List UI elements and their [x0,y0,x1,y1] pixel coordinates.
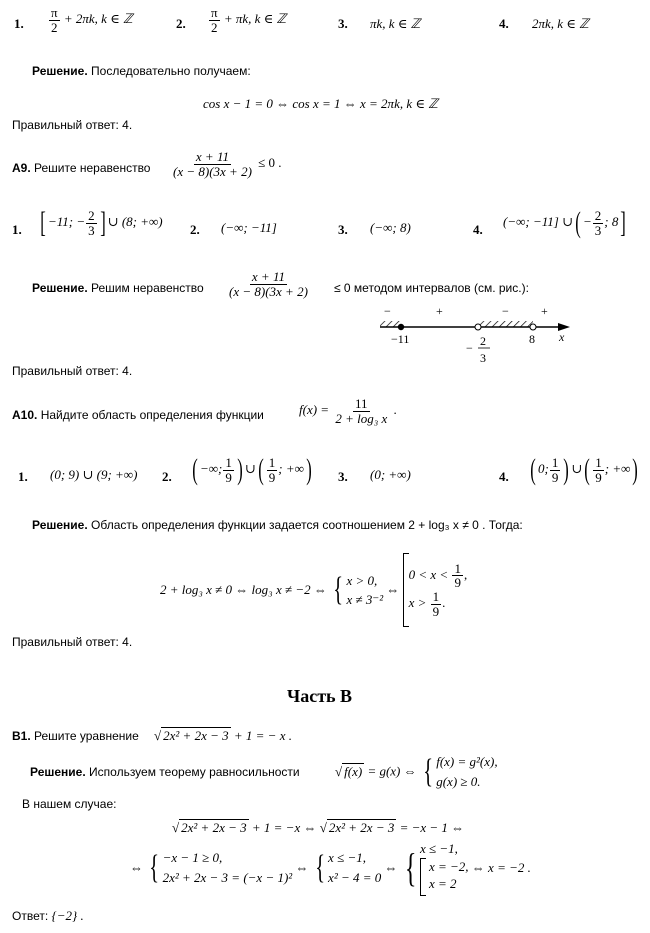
a8-answer: Правильный ответ: 4. [12,118,133,132]
a9-answer: Правильный ответ: 4. [12,364,133,378]
a10-prompt: А10. Найдите область определения функции [12,408,264,422]
axis-var-x: x [559,330,565,344]
a8-option-4-number: 4. [499,16,509,31]
a9-prompt: А9. Решите неравенство [12,161,151,175]
a9-interval-diagram [370,300,580,372]
a9-solution-inequality: $\frac{x + 11}{(x - 8)(3x + 2)}$ [229,269,308,299]
part-b-title: Часть В [287,686,353,706]
b1-prompt: В1. Решите уравнение [12,729,139,743]
a8-solution-formula: cos x − 1 = 0 ⇔ cos x = 1 ⇔ x = 2πk, k ∈ ℤ [203,96,438,111]
a9-option-2: (−∞; −11] [221,220,277,235]
label-8: 8 [529,332,535,346]
a8-option-2: $\frac{\pi}{2}$ + πk, k ∈ ℤ [211,5,287,35]
sign-4: + [541,304,548,318]
a9-option-3-number: 3. [338,222,348,237]
a10-option-1: (0; 9) ∪ (9; +∞) [50,467,138,482]
a9-option-2-number: 2. [190,222,200,237]
a10-option-3-number: 3. [338,469,348,484]
a8-solution-intro: Решение. Последовательно получаем: [32,64,251,78]
a8-option-4: 2πk, k ∈ ℤ [532,16,589,31]
a9-option-3: (−∞; 8) [370,220,411,235]
a10-answer: Правильный ответ: 4. [12,635,133,649]
a9-solution-intro: Решение. Решим неравенство [32,281,204,295]
b1-case-text: В нашем случае: [22,797,117,811]
a10-option-3: (0; +∞) [370,467,411,482]
a10-option-1-number: 1. [18,469,28,484]
a9-solution-method: ≤ 0 методом интервалов (см. рис.): [334,281,529,295]
a8-option-1: $\frac{\pi}{2}$ + 2πk, k ∈ ℤ [51,5,133,35]
sign-2: + [436,304,443,318]
point-minus-11 [398,324,404,330]
label-minus-11: −11 [391,332,410,346]
label-frac-num: 2 [480,334,486,348]
label-frac-den: 3 [480,351,486,365]
b1-answer: Ответ: {−2} . [12,908,84,923]
b1-theorem: √ f(x) = g(x) ⇔ { f(x) = g²(x), g(x) ≥ 0. [335,752,498,790]
sign-1: − [384,304,391,318]
point-minus-two-thirds [475,324,481,330]
b1-line-1: √ 2x² + 2x − 3 + 1 = −x ⇔ √ 2x² + 2x − 3 = −x − 1 ⇔ [172,820,465,835]
point-8 [530,324,536,330]
a10-solution-chain: 2 + log₃ x ≠ 0 ⇔ log₃ x ≠ −2 ⇔ { x > 0, x ≠ 3⁻² ⇔ 0 < x < $\frac{1}{9}$ , x > $\frac{1}{9}$ . [160,553,467,627]
a10-function: f(x) = $\frac{11}{\text{2 + log₃ x}}$ . [299,396,397,426]
a8-option-1-number: 1. [14,16,24,31]
a8-option-3-number: 3. [338,16,348,31]
b1-solution-intro: Решение. Используем теорему равносильности [30,765,300,779]
sign-3: − [502,304,509,318]
shaded-interval-middle [478,321,533,327]
a10-option-2-number: 2. [162,469,172,484]
b1-line-2: ⇔ { −x − 1 ≥ 0, 2x² + 2x − 3 = (−x − 1)² ⇔ { x ≤ −1, x² − 4 = 0 ⇔ { x ≤ −1, x = −2, x = 2 ⇔ x = −2 . [130,840,531,896]
shaded-interval-left [380,321,401,327]
a10-option-4: ( 0; $\frac{1}{9}$ ) ∪( $\frac{1}{9}$ ; +∞) [530,453,639,486]
a9-inequality: $\frac{x + 11}{(x - 8)(3x + 2)}$ ≤ 0 . [173,149,282,179]
a9-option-4: (−∞; −11] ∪( − $\frac{2}{3}$ ; 8] [503,206,627,239]
a8-option-3: πk, k ∈ ℤ [370,16,421,31]
a9-option-1: [ −11; − $\frac{2}{3}$ ] ∪ (8; +∞) [40,206,163,239]
a8-option-2-number: 2. [176,16,186,31]
a10-option-2: ( −∞; $\frac{1}{9}$ ) ∪( $\frac{1}{9}$ ; +∞) [192,453,312,486]
a9-option-4-number: 4. [473,222,483,237]
label-minus-sign: − [466,341,473,355]
a9-option-1-number: 1. [12,222,22,237]
a10-solution-intro: Решение. Область определения функции задается соотношением 2 + log₃ x ≠ 0 . Тогда: [32,518,523,532]
b1-equation: √ 2x² + 2x − 3 + 1 = − x . [154,728,292,743]
a10-option-4-number: 4. [499,469,509,484]
